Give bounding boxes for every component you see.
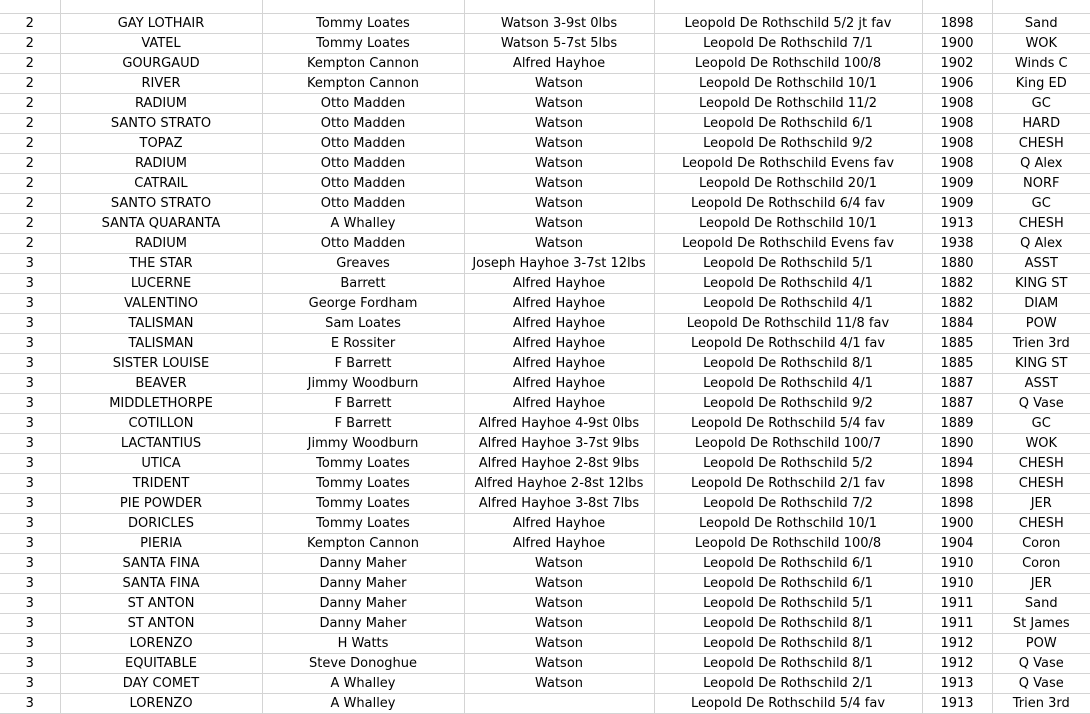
cell-trainer[interactable]: Alfred Hayhoe 3-8st 7lbs	[464, 494, 654, 514]
cell-trainer[interactable]: Alfred Hayhoe	[464, 354, 654, 374]
cell-horse[interactable]: EQUITABLE	[60, 654, 262, 674]
cell-race[interactable]: KING ST	[992, 274, 1090, 294]
table-row	[0, 14, 1090, 34]
table-row	[0, 314, 1090, 334]
table-row	[0, 634, 1090, 654]
cell-year[interactable]: 1911	[922, 594, 992, 614]
cell-horse[interactable]: TRIDENT	[60, 474, 262, 494]
table-row	[0, 254, 1090, 274]
cell-horse[interactable]: DAY COMET	[60, 674, 262, 694]
cell-jockey[interactable]: Kempton Cannon	[262, 534, 464, 554]
cell-owner-odds[interactable]: Leopold De Rothschild 11/8 fav	[654, 314, 922, 334]
cell-jockey[interactable]: Tommy Loates	[262, 514, 464, 534]
cell-trainer[interactable]: Alfred Hayhoe	[464, 534, 654, 554]
cell-jockey[interactable]: Otto Madden	[262, 174, 464, 194]
cell-horse[interactable]: RADIUM	[60, 154, 262, 174]
cell-position[interactable]: 2	[0, 34, 60, 54]
cell-position[interactable]: 3	[0, 414, 60, 434]
cell-race[interactable]: CHESH	[992, 214, 1090, 234]
cell-owner-odds[interactable]: Leopold De Rothschild 8/1	[654, 634, 922, 654]
cell-trainer[interactable]: Alfred Hayhoe	[464, 314, 654, 334]
cell-owner-odds[interactable]: Leopold De Rothschild 9/2	[654, 134, 922, 154]
cell-owner-odds[interactable]: Leopold De Rothschild 2/1 fav	[654, 474, 922, 494]
cell-race[interactable]: WOK	[992, 434, 1090, 454]
cell-year[interactable]: 1913	[922, 214, 992, 234]
table-row	[0, 654, 1090, 674]
cell-owner-odds[interactable]: Leopold De Rothschild 4/1	[654, 374, 922, 394]
cell-owner-odds[interactable]: Leopold De Rothschild 10/1	[654, 514, 922, 534]
cell-owner-odds[interactable]: Leopold De Rothschild 20/1	[654, 174, 922, 194]
cell-owner-odds[interactable]: Leopold De Rothschild 4/1	[654, 274, 922, 294]
cell-jockey[interactable]: Greaves	[262, 254, 464, 274]
cell-jockey[interactable]: A Whalley	[262, 214, 464, 234]
cell-year[interactable]: 1885	[922, 334, 992, 354]
cell-jockey[interactable]: Jimmy Woodburn	[262, 434, 464, 454]
table-row	[0, 514, 1090, 534]
cell-owner-odds[interactable]: Leopold De Rothschild Evens fav	[654, 154, 922, 174]
cell-jockey[interactable]: Steve Donoghue	[262, 654, 464, 674]
cell[interactable]	[464, 0, 654, 14]
cell-race[interactable]: CHESH	[992, 134, 1090, 154]
cell-jockey[interactable]: A Whalley	[262, 694, 464, 714]
cell-horse[interactable]: RADIUM	[60, 94, 262, 114]
cell-trainer[interactable]: Alfred Hayhoe 2-8st 9lbs	[464, 454, 654, 474]
cell-owner-odds[interactable]: Leopold De Rothschild 4/1	[654, 294, 922, 314]
cell-jockey[interactable]: F Barrett	[262, 354, 464, 374]
cell-trainer[interactable]: Watson 5-7st 5lbs	[464, 34, 654, 54]
cell-owner-odds[interactable]: Leopold De Rothschild 10/1	[654, 214, 922, 234]
cell-owner-odds[interactable]: Leopold De Rothschild 5/4 fav	[654, 414, 922, 434]
cell-jockey[interactable]: Danny Maher	[262, 574, 464, 594]
cell-race[interactable]: CHESH	[992, 454, 1090, 474]
table-row	[0, 54, 1090, 74]
table-row	[0, 234, 1090, 254]
table-row	[0, 194, 1090, 214]
cell-year[interactable]: 1894	[922, 454, 992, 474]
table-row	[0, 474, 1090, 494]
cell-jockey[interactable]: E Rossiter	[262, 334, 464, 354]
cell-jockey[interactable]: Otto Madden	[262, 134, 464, 154]
cell-year[interactable]: 1906	[922, 74, 992, 94]
cell-trainer[interactable]: Alfred Hayhoe	[464, 274, 654, 294]
cell-jockey[interactable]: Otto Madden	[262, 114, 464, 134]
cell-owner-odds[interactable]: Leopold De Rothschild 7/1	[654, 34, 922, 54]
cell-position[interactable]: 2	[0, 114, 60, 134]
cell-race[interactable]: CHESH	[992, 514, 1090, 534]
cell-year[interactable]: 1898	[922, 14, 992, 34]
table-row	[0, 674, 1090, 694]
cell-race[interactable]: JER	[992, 494, 1090, 514]
cell[interactable]	[0, 0, 60, 14]
cell-horse[interactable]: SANTA FINA	[60, 574, 262, 594]
cell-race[interactable]: St James	[992, 614, 1090, 634]
cell-horse[interactable]: LORENZO	[60, 634, 262, 654]
cell-position[interactable]: 3	[0, 534, 60, 554]
table-row-partial	[0, 0, 1090, 14]
cell-year[interactable]: 1880	[922, 254, 992, 274]
cell-jockey[interactable]: Danny Maher	[262, 614, 464, 634]
cell-jockey[interactable]: Danny Maher	[262, 594, 464, 614]
cell-trainer[interactable]: Alfred Hayhoe	[464, 334, 654, 354]
cell-position[interactable]: 2	[0, 154, 60, 174]
cell-owner-odds[interactable]: Leopold De Rothschild 2/1	[654, 674, 922, 694]
cell-jockey[interactable]: Otto Madden	[262, 234, 464, 254]
cell-owner-odds[interactable]: Leopold De Rothschild 5/4 fav	[654, 694, 922, 714]
cell-jockey[interactable]: Sam Loates	[262, 314, 464, 334]
cell-year[interactable]: 1898	[922, 494, 992, 514]
table-row	[0, 34, 1090, 54]
cell-horse[interactable]: RIVER	[60, 74, 262, 94]
cell-position[interactable]: 3	[0, 574, 60, 594]
cell-race[interactable]: POW	[992, 314, 1090, 334]
table-row	[0, 394, 1090, 414]
table-row	[0, 494, 1090, 514]
cell-jockey[interactable]: Tommy Loates	[262, 494, 464, 514]
cell-position[interactable]: 3	[0, 354, 60, 374]
cell-jockey[interactable]: Tommy Loates	[262, 474, 464, 494]
cell-owner-odds[interactable]: Leopold De Rothschild 6/4 fav	[654, 194, 922, 214]
table-row	[0, 534, 1090, 554]
cell-jockey[interactable]: Kempton Cannon	[262, 54, 464, 74]
cell-year[interactable]: 1913	[922, 674, 992, 694]
cell-jockey[interactable]: H Watts	[262, 634, 464, 654]
cell-trainer[interactable]: Joseph Hayhoe 3-7st 12lbs	[464, 254, 654, 274]
cell-year[interactable]: 1938	[922, 234, 992, 254]
cell[interactable]	[654, 0, 922, 14]
cell-trainer[interactable]: Watson	[464, 574, 654, 594]
cell-position[interactable]: 3	[0, 374, 60, 394]
cell-owner-odds[interactable]: Leopold De Rothschild 4/1 fav	[654, 334, 922, 354]
cell-trainer[interactable]: Watson	[464, 554, 654, 574]
cell-position[interactable]: 2	[0, 54, 60, 74]
cell-owner-odds[interactable]: Leopold De Rothschild 5/2 jt fav	[654, 14, 922, 34]
cell-race[interactable]: HARD	[992, 114, 1090, 134]
cell-owner-odds[interactable]: Leopold De Rothschild 100/7	[654, 434, 922, 454]
cell-position[interactable]: 3	[0, 634, 60, 654]
cell-race[interactable]: Trien 3rd	[992, 334, 1090, 354]
table-row	[0, 294, 1090, 314]
cell-horse[interactable]: GAY LOTHAIR	[60, 14, 262, 34]
cell-trainer[interactable]: Alfred Hayhoe	[464, 374, 654, 394]
cell-year[interactable]: 1900	[922, 34, 992, 54]
cell-horse[interactable]: SANTO STRATO	[60, 114, 262, 134]
cell-owner-odds[interactable]: Leopold De Rothschild 7/2	[654, 494, 922, 514]
cell-position[interactable]: 3	[0, 394, 60, 414]
cell-trainer[interactable]: Watson	[464, 594, 654, 614]
cell-year[interactable]: 1884	[922, 314, 992, 334]
cell-trainer[interactable]: Watson	[464, 674, 654, 694]
cell-trainer[interactable]: Watson	[464, 134, 654, 154]
cell-horse[interactable]: LUCERNE	[60, 274, 262, 294]
cell-owner-odds[interactable]: Leopold De Rothschild 9/2	[654, 394, 922, 414]
cell-race[interactable]: Q Vase	[992, 674, 1090, 694]
cell-position[interactable]: 3	[0, 654, 60, 674]
cell-position[interactable]: 2	[0, 234, 60, 254]
cell-horse[interactable]: VALENTINO	[60, 294, 262, 314]
cell-trainer[interactable]: Alfred Hayhoe	[464, 54, 654, 74]
cell-horse[interactable]: SISTER LOUISE	[60, 354, 262, 374]
cell-race[interactable]: Sand	[992, 14, 1090, 34]
cell-race[interactable]: CHESH	[992, 474, 1090, 494]
cell-horse[interactable]: ST ANTON	[60, 594, 262, 614]
cell-year[interactable]: 1889	[922, 414, 992, 434]
cell[interactable]	[262, 0, 464, 14]
cell-horse[interactable]: UTICA	[60, 454, 262, 474]
cell-race[interactable]: Q Alex	[992, 154, 1090, 174]
cell-race[interactable]: GC	[992, 194, 1090, 214]
cell-trainer[interactable]: Alfred Hayhoe 3-7st 9lbs	[464, 434, 654, 454]
cell-position[interactable]: 3	[0, 494, 60, 514]
cell-trainer[interactable]: Watson	[464, 214, 654, 234]
cell-race[interactable]: GC	[992, 414, 1090, 434]
cell-horse[interactable]: ST ANTON	[60, 614, 262, 634]
cell-year[interactable]: 1904	[922, 534, 992, 554]
table-row	[0, 334, 1090, 354]
table-row	[0, 154, 1090, 174]
cell-year[interactable]: 1910	[922, 554, 992, 574]
cell-race[interactable]: POW	[992, 634, 1090, 654]
cell-owner-odds[interactable]: Leopold De Rothschild 100/8	[654, 534, 922, 554]
cell-trainer[interactable]: Alfred Hayhoe	[464, 394, 654, 414]
table-row	[0, 354, 1090, 374]
cell-year[interactable]: 1911	[922, 614, 992, 634]
table-row	[0, 214, 1090, 234]
table-row	[0, 134, 1090, 154]
table-row	[0, 414, 1090, 434]
cell-horse[interactable]: TALISMAN	[60, 334, 262, 354]
cell-horse[interactable]: DORICLES	[60, 514, 262, 534]
cell-owner-odds[interactable]: Leopold De Rothschild 6/1	[654, 114, 922, 134]
cell-position[interactable]: 2	[0, 74, 60, 94]
cell-trainer[interactable]: Alfred Hayhoe 2-8st 12lbs	[464, 474, 654, 494]
cell-jockey[interactable]: Tommy Loates	[262, 454, 464, 474]
cell-horse[interactable]: LACTANTIUS	[60, 434, 262, 454]
cell-year[interactable]: 1910	[922, 574, 992, 594]
cell-position[interactable]: 3	[0, 694, 60, 714]
table-row	[0, 434, 1090, 454]
cell-trainer[interactable]: Watson	[464, 174, 654, 194]
cell-race[interactable]: King ED	[992, 74, 1090, 94]
cell-year[interactable]: 1885	[922, 354, 992, 374]
cell-jockey[interactable]: A Whalley	[262, 674, 464, 694]
cell-trainer[interactable]: Watson	[464, 154, 654, 174]
cell-jockey[interactable]: Barrett	[262, 274, 464, 294]
cell-position[interactable]: 3	[0, 334, 60, 354]
cell-jockey[interactable]: Tommy Loates	[262, 14, 464, 34]
cell-trainer[interactable]: Watson	[464, 234, 654, 254]
cell-owner-odds[interactable]: Leopold De Rothschild 8/1	[654, 614, 922, 634]
cell-position[interactable]: 3	[0, 674, 60, 694]
cell-horse[interactable]: GOURGAUD	[60, 54, 262, 74]
cell-race[interactable]: WOK	[992, 34, 1090, 54]
cell-position[interactable]: 2	[0, 214, 60, 234]
cell[interactable]	[922, 0, 992, 14]
cell-horse[interactable]: PIERIA	[60, 534, 262, 554]
cell-position[interactable]: 2	[0, 194, 60, 214]
table-row	[0, 554, 1090, 574]
cell-horse[interactable]: TALISMAN	[60, 314, 262, 334]
cell-position[interactable]: 2	[0, 14, 60, 34]
cell-position[interactable]: 3	[0, 454, 60, 474]
cell-trainer[interactable]: Watson	[464, 614, 654, 634]
table-row	[0, 274, 1090, 294]
cell-trainer[interactable]: Watson	[464, 74, 654, 94]
cell-position[interactable]: 3	[0, 274, 60, 294]
cell-race[interactable]: ASST	[992, 374, 1090, 394]
cell-horse[interactable]: TOPAZ	[60, 134, 262, 154]
cell-year[interactable]: 1912	[922, 654, 992, 674]
cell-horse[interactable]: VATEL	[60, 34, 262, 54]
cell-race[interactable]: NORF	[992, 174, 1090, 194]
cell-race[interactable]: Q Alex	[992, 234, 1090, 254]
cell-position[interactable]: 3	[0, 594, 60, 614]
table-row	[0, 174, 1090, 194]
cell-year[interactable]: 1908	[922, 94, 992, 114]
cell-jockey[interactable]: George Fordham	[262, 294, 464, 314]
cell-year[interactable]: 1887	[922, 374, 992, 394]
cell-race[interactable]: GC	[992, 94, 1090, 114]
cell-jockey[interactable]: Otto Madden	[262, 194, 464, 214]
cell-horse[interactable]: THE STAR	[60, 254, 262, 274]
cell-year[interactable]: 1908	[922, 154, 992, 174]
cell-horse[interactable]: SANTA FINA	[60, 554, 262, 574]
cell-trainer[interactable]: Watson	[464, 94, 654, 114]
cell-position[interactable]: 3	[0, 554, 60, 574]
cell-trainer[interactable]: Watson	[464, 194, 654, 214]
cell-position[interactable]: 3	[0, 474, 60, 494]
cell-jockey[interactable]: F Barrett	[262, 394, 464, 414]
cell-owner-odds[interactable]: Leopold De Rothschild 11/2	[654, 94, 922, 114]
cell-trainer[interactable]: Alfred Hayhoe 4-9st 0lbs	[464, 414, 654, 434]
cell-year[interactable]: 1898	[922, 474, 992, 494]
cell-jockey[interactable]: Danny Maher	[262, 554, 464, 574]
cell-year[interactable]: 1882	[922, 274, 992, 294]
cell-owner-odds[interactable]: Leopold De Rothschild 8/1	[654, 354, 922, 374]
table-row	[0, 454, 1090, 474]
cell-owner-odds[interactable]: Leopold De Rothschild 5/2	[654, 454, 922, 474]
cell-position[interactable]: 3	[0, 614, 60, 634]
cell-horse[interactable]: PIE POWDER	[60, 494, 262, 514]
cell-horse[interactable]: LORENZO	[60, 694, 262, 714]
table-row	[0, 114, 1090, 134]
cell-horse[interactable]: COTILLON	[60, 414, 262, 434]
cell-trainer[interactable]: Watson	[464, 114, 654, 134]
cell-race[interactable]: Trien 3rd	[992, 694, 1090, 714]
cell-year[interactable]: 1908	[922, 114, 992, 134]
cell-race[interactable]: Coron	[992, 554, 1090, 574]
cell-position[interactable]: 2	[0, 174, 60, 194]
cell-race[interactable]: Winds C	[992, 54, 1090, 74]
cell-owner-odds[interactable]: Leopold De Rothschild 5/1	[654, 254, 922, 274]
table-row	[0, 374, 1090, 394]
cell-jockey[interactable]: Otto Madden	[262, 94, 464, 114]
table-row	[0, 594, 1090, 614]
cell-owner-odds[interactable]: Leopold De Rothschild 8/1	[654, 654, 922, 674]
cell-horse[interactable]: SANTO STRATO	[60, 194, 262, 214]
cell-year[interactable]: 1908	[922, 134, 992, 154]
cell-owner-odds[interactable]: Leopold De Rothschild Evens fav	[654, 234, 922, 254]
cell-race[interactable]: ASST	[992, 254, 1090, 274]
cell-position[interactable]: 3	[0, 314, 60, 334]
cell-year[interactable]: 1913	[922, 694, 992, 714]
cell-race[interactable]: Sand	[992, 594, 1090, 614]
cell-owner-odds[interactable]: Leopold De Rothschild 6/1	[654, 574, 922, 594]
cell-race[interactable]: Coron	[992, 534, 1090, 554]
cell-owner-odds[interactable]: Leopold De Rothschild 6/1	[654, 554, 922, 574]
cell[interactable]	[60, 0, 262, 14]
cell-trainer[interactable]: Watson	[464, 634, 654, 654]
cell-year[interactable]: 1902	[922, 54, 992, 74]
cell-horse[interactable]: CATRAIL	[60, 174, 262, 194]
table-row	[0, 74, 1090, 94]
cell-race[interactable]: KING ST	[992, 354, 1090, 374]
cell-horse[interactable]: SANTA QUARANTA	[60, 214, 262, 234]
cell-year[interactable]: 1912	[922, 634, 992, 654]
cell-jockey[interactable]: Kempton Cannon	[262, 74, 464, 94]
cell-year[interactable]: 1909	[922, 174, 992, 194]
cell-year[interactable]: 1890	[922, 434, 992, 454]
cell-horse[interactable]: BEAVER	[60, 374, 262, 394]
table-row	[0, 614, 1090, 634]
cell-owner-odds[interactable]: Leopold De Rothschild 10/1	[654, 74, 922, 94]
cell-year[interactable]: 1900	[922, 514, 992, 534]
cell-position[interactable]: 3	[0, 514, 60, 534]
cell-trainer[interactable]: Watson	[464, 654, 654, 674]
cell-race[interactable]: Q Vase	[992, 654, 1090, 674]
cell-race[interactable]: DIAM	[992, 294, 1090, 314]
cell-jockey[interactable]: F Barrett	[262, 414, 464, 434]
cell-horse[interactable]: MIDDLETHORPE	[60, 394, 262, 414]
cell-position[interactable]: 2	[0, 134, 60, 154]
cell-race[interactable]: Q Vase	[992, 394, 1090, 414]
cell-trainer[interactable]: Alfred Hayhoe	[464, 294, 654, 314]
table-row	[0, 94, 1090, 114]
cell-race[interactable]: JER	[992, 574, 1090, 594]
table-row	[0, 574, 1090, 594]
cell-jockey[interactable]: Otto Madden	[262, 154, 464, 174]
cell-year[interactable]: 1909	[922, 194, 992, 214]
cell-trainer[interactable]: Watson 3-9st 0lbs	[464, 14, 654, 34]
cell-year[interactable]: 1887	[922, 394, 992, 414]
cell-position[interactable]: 3	[0, 434, 60, 454]
cell-position[interactable]: 3	[0, 294, 60, 314]
cell-owner-odds[interactable]: Leopold De Rothschild 5/1	[654, 594, 922, 614]
cell-trainer[interactable]: Alfred Hayhoe	[464, 514, 654, 534]
cell-year[interactable]: 1882	[922, 294, 992, 314]
cell-jockey[interactable]: Jimmy Woodburn	[262, 374, 464, 394]
cell-position[interactable]: 2	[0, 94, 60, 114]
cell-jockey[interactable]: Tommy Loates	[262, 34, 464, 54]
cell[interactable]	[992, 0, 1090, 14]
cell-owner-odds[interactable]: Leopold De Rothschild 100/8	[654, 54, 922, 74]
cell-position[interactable]: 3	[0, 254, 60, 274]
cell-horse[interactable]: RADIUM	[60, 234, 262, 254]
